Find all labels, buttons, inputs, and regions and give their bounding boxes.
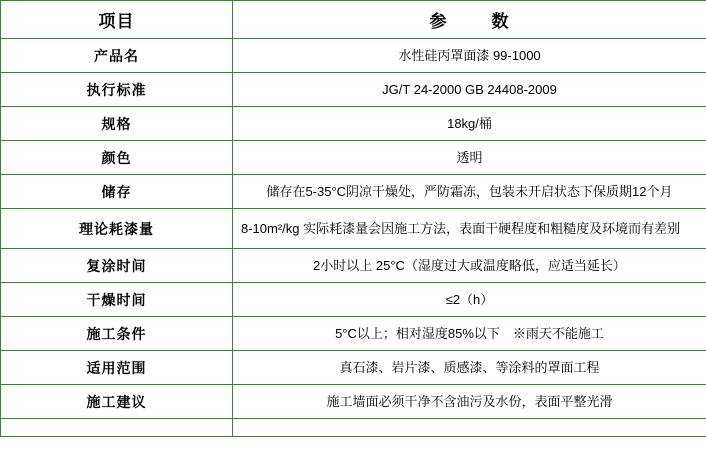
row-label-color: 颜色 — [1, 141, 233, 175]
row-label-dry-time: 干燥时间 — [1, 283, 233, 317]
row-value-consumption: 8-10m²/kg 实际耗漆量会因施工方法，表面干硬程度和粗糙度及环境而有差别 — [233, 209, 706, 249]
row-label-recoat-time: 复涂时间 — [1, 249, 233, 283]
row-value-storage: 储存在5-35°C阴凉干燥处，严防霜冻，包装未开启状态下保质期12个月 — [233, 175, 706, 209]
row-value-application-scope: 真石漆、岩片漆、质感漆、等涂料的罩面工程 — [233, 351, 706, 385]
table-header-row — [1, 1, 706, 39]
table-row — [1, 141, 706, 175]
table-row — [1, 73, 706, 107]
row-value-recoat-time: 2小时以上 25°C（湿度过大或温度略低，应适当延长） — [233, 249, 706, 283]
spec-table-body — [1, 1, 706, 437]
row-label-standard: 执行标准 — [1, 73, 233, 107]
empty-cell-left — [1, 419, 233, 437]
row-value-color: 透明 — [233, 141, 706, 175]
row-label-application-scope: 适用范围 — [1, 351, 233, 385]
row-label-construction-conditions: 施工条件 — [1, 317, 233, 351]
header-parameter-part1: 参 — [429, 12, 448, 31]
table-row-empty — [1, 419, 706, 437]
row-label-specification: 规格 — [1, 107, 233, 141]
row-label-product-name: 产品名 — [1, 39, 233, 73]
row-value-standard: JG/T 24-2000 GB 24408-2009 — [233, 73, 706, 107]
header-cell-parameter — [233, 1, 706, 39]
row-label-storage: 储存 — [1, 175, 233, 209]
table-row — [1, 385, 706, 419]
row-value-construction-advice: 施工墙面必须干净不含油污及水份，表面平整光滑 — [233, 385, 706, 419]
table-row — [1, 249, 706, 283]
table-row — [1, 107, 706, 141]
row-value-construction-conditions: 5°C以上；相对湿度85%以下 ※雨天不能施工 — [233, 317, 706, 351]
table-row — [1, 351, 706, 385]
table-row — [1, 175, 706, 209]
row-value-specification: 18kg/桶 — [233, 107, 706, 141]
table-row — [1, 39, 706, 73]
table-row — [1, 209, 706, 249]
table-row — [1, 317, 706, 351]
empty-cell-right — [233, 419, 706, 437]
row-label-construction-advice: 施工建议 — [1, 385, 233, 419]
row-value-dry-time: ≤2（h） — [233, 283, 706, 317]
row-value-product-name: 水性硅丙罩面漆 99-1000 — [233, 39, 706, 73]
header-parameter-part2: 数 — [491, 12, 510, 31]
header-cell-item: 项目 — [1, 1, 233, 39]
row-label-consumption: 理论耗漆量 — [1, 209, 233, 249]
table-row — [1, 283, 706, 317]
